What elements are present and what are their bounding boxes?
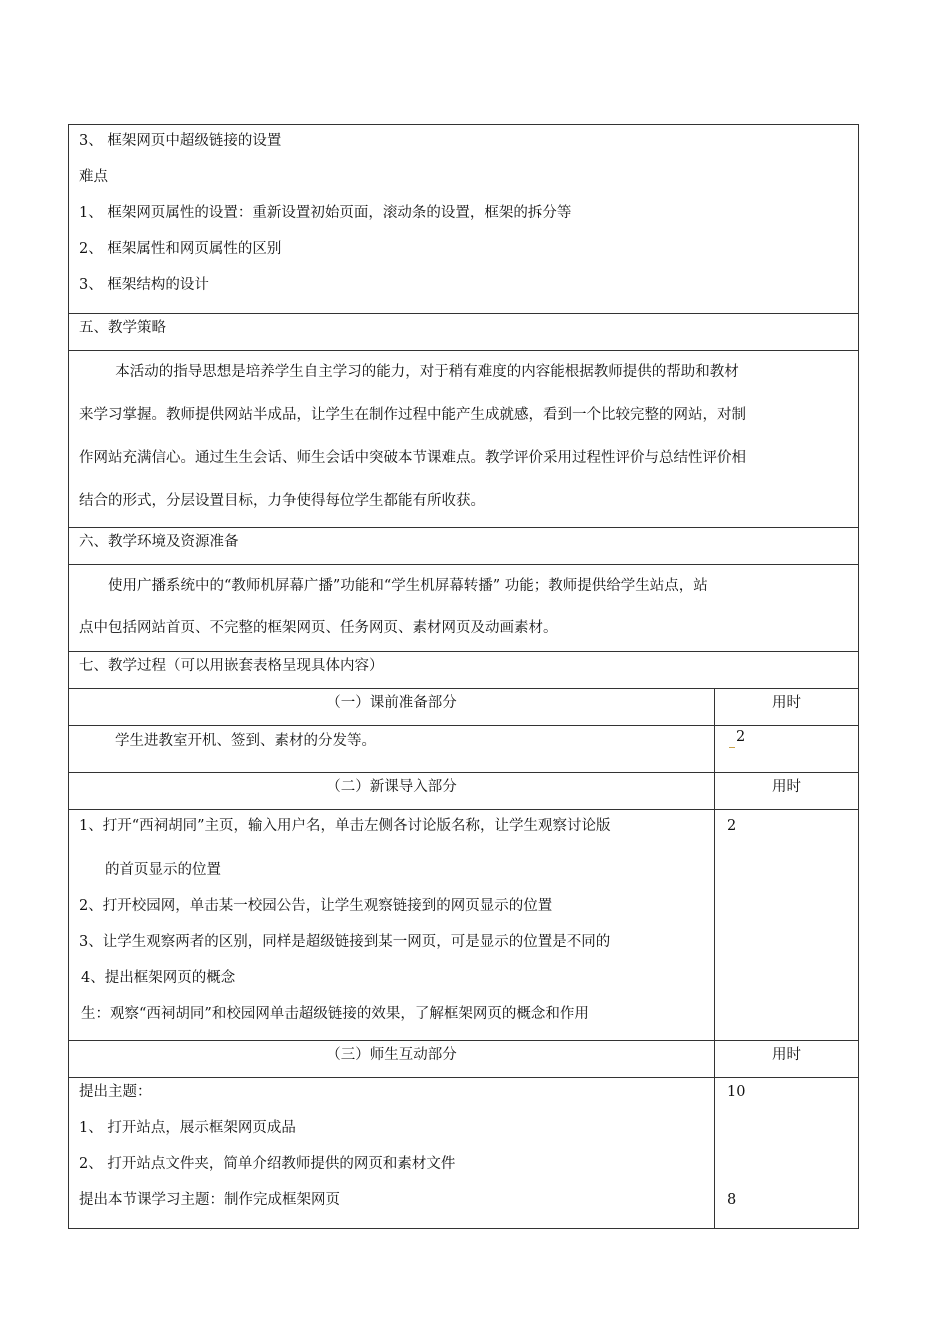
section5-body-row <box>69 351 859 528</box>
text-line: 作网站充满信心。通过生生会话、师生会话中突破本节课难点。教学评价采用过程性评价与总结性评价相 <box>79 450 746 466</box>
time-value: 2 <box>736 729 746 745</box>
part3-header-row <box>69 1041 859 1078</box>
part-title: （二）新课导入部分 <box>69 773 715 810</box>
text-line: 提出本节课学习主题：制作完成框架网页 <box>79 1192 340 1208</box>
part2-body-row <box>69 810 859 1041</box>
time-value: 8 <box>727 1192 737 1208</box>
time-label: 用时 <box>715 773 859 810</box>
text-line: 难点 <box>79 169 108 185</box>
key-points-cell <box>69 125 859 314</box>
section6-heading-row <box>69 528 859 565</box>
part1-header-row <box>69 689 859 726</box>
text-line: 2、 框架属性和网页属性的区别 <box>79 241 282 257</box>
section-heading: 七、教学过程（可以用嵌套表格呈现具体内容） <box>69 652 859 689</box>
part2-content <box>69 810 715 1041</box>
section6-body-row <box>69 565 859 652</box>
part2-time <box>715 810 859 1041</box>
section-heading: 六、教学环境及资源准备 <box>69 528 859 565</box>
part-title: （三）师生互动部分 <box>69 1041 715 1078</box>
text-line: 2、 打开站点文件夹，简单介绍教师提供的网页和素材文件 <box>79 1156 456 1172</box>
cursor-mark <box>729 747 735 748</box>
text-line: 1、 打开站点，展示框架网页成品 <box>79 1120 296 1136</box>
text-line: 本活动的指导思想是培养学生自主学习的能力，对于稍有难度的内容能根据教师提供的帮助和教材 <box>115 364 739 380</box>
text-line: 2、打开校园网，单击某一校园公告，让学生观察链接到的网页显示的位置 <box>79 898 553 914</box>
text-line: 点中包括网站首页、不完整的框架网页、任务网页、素材网页及动画素材。 <box>79 620 558 636</box>
time-value: 2 <box>727 818 737 834</box>
text-line: 结合的形式，分层设置目标，力争使得每位学生都能有所收获。 <box>79 493 485 509</box>
part3-time <box>715 1078 859 1229</box>
part-title: （一）课前准备部分 <box>69 689 715 726</box>
text-line: 3、让学生观察两者的区别，同样是超级链接到某一网页，可是显示的位置是不同的 <box>79 934 611 950</box>
text-line: 使用广播系统中的“教师机屏幕广播”功能和“学生机屏幕转播” 功能；教师提供给学生站点，站 <box>108 578 708 594</box>
part2-header-row <box>69 773 859 810</box>
part1-body-row <box>69 726 859 773</box>
text-line: 来学习掌握。教师提供网站半成品，让学生在制作过程中能产生成就感，看到一个比较完整的网站，对制 <box>79 407 746 423</box>
section7-heading-row <box>69 652 859 689</box>
part3-body-row <box>69 1078 859 1229</box>
lesson-plan-table <box>68 124 859 1229</box>
section-heading: 五、教学策略 <box>69 314 859 351</box>
text-line: 4、提出框架网页的概念 <box>81 970 236 986</box>
time-label: 用时 <box>715 1041 859 1078</box>
text-line: 3、 框架结构的设计 <box>79 277 209 293</box>
text-line: 3、 框架网页中超级链接的设置 <box>79 133 282 149</box>
text-line: 学生进教室开机、签到、素材的分发等。 <box>115 733 376 749</box>
text-line: 1、打开“西祠胡同”主页，输入用户名，单击左侧各讨论版名称，让学生观察讨论版 <box>79 818 611 834</box>
part3-content <box>69 1078 715 1229</box>
text-line: 生：观察“西祠胡同”和校园网单击超级链接的效果，了解框架网页的概念和作用 <box>81 1006 589 1022</box>
document-page <box>68 124 858 1229</box>
text-line: 的首页显示的位置 <box>105 862 221 878</box>
section5-heading-row <box>69 314 859 351</box>
text-line: 1、 框架网页属性的设置：重新设置初始页面，滚动条的设置，框架的拆分等 <box>79 205 572 221</box>
section6-body <box>69 565 859 652</box>
part1-time <box>715 726 859 773</box>
text-line: 提出主题： <box>79 1084 152 1100</box>
part1-content <box>69 726 715 773</box>
key-points-row <box>69 125 859 314</box>
time-value: 10 <box>727 1084 746 1100</box>
time-label: 用时 <box>715 689 859 726</box>
section5-body <box>69 351 859 528</box>
